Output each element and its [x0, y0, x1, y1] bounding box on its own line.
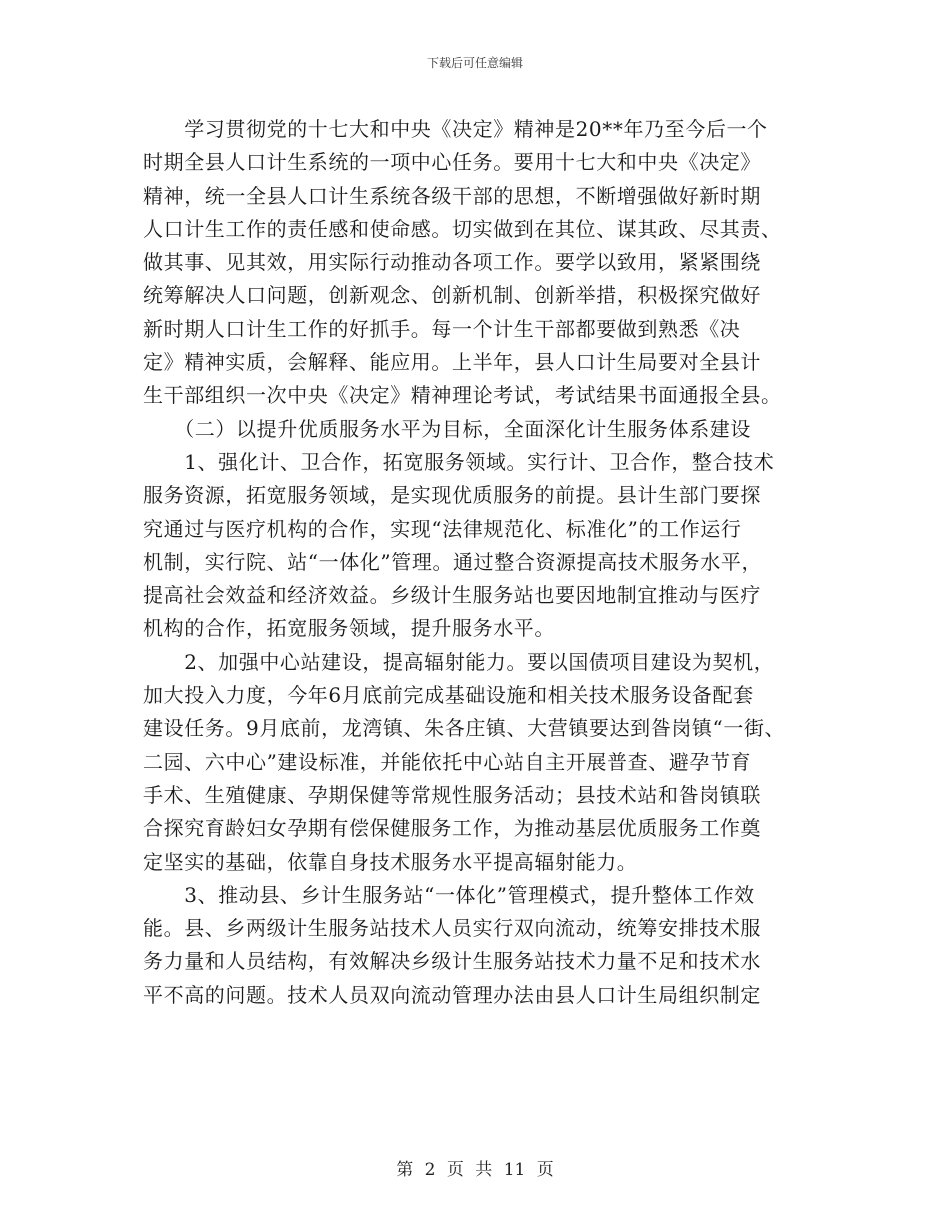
text-line: 1、强化计、卫合作，拓宽服务领域。实行计、卫合作，整合技术	[143, 449, 775, 474]
text-line: 手术、生殖健康、孕期保健等常规性服务活动；县技术站和昝岗镇联	[143, 782, 761, 807]
text-line: 究通过与医疗机构的合作，实现“法律规范化、标准化”的工作运行	[143, 516, 742, 541]
text-line: 3、推动县、乡计生服务站“一体化”管理模式，提升整体工作效	[143, 882, 755, 907]
page-header: 下载后可任意编辑	[426, 56, 523, 70]
text-line: 统筹解决人口问题，创新观念、创新机制、创新举措，积极探究做好	[143, 283, 761, 308]
page-number-footer: 第 2 页 共 11 页	[396, 1160, 554, 1180]
text-line: 务力量和人员结构，有效解决乡级计生服务站技术力量不足和技术水	[143, 949, 761, 974]
text-line: 二园、六中心”建设标准，并能依托中心站自主开展普查、避孕节育	[143, 749, 752, 774]
text-line: 能。县、乡两级计生服务站技术人员实行双向流动，统筹安排技术服	[143, 916, 761, 941]
section-heading: （二）以提升优质服务水平为目标，全面深化计生服务体系建设	[143, 416, 751, 441]
text-line: 服务资源，拓宽服务领域，是实现优质服务的前提。县计生部门要探	[143, 483, 761, 508]
text-line: 2、加强中心站建设，提高辐射能力。要以国债项目建设为契机，	[143, 649, 775, 674]
text-line: 精神，统一全县人口计生系统各级干部的思想，不断增强做好新时期	[143, 183, 761, 208]
text-line: 新时期人口计生工作的好抓手。每一个计生干部都要做到熟悉《决	[143, 316, 741, 341]
text-line: 平不高的问题。技术人员双向流动管理办法由县人口计生局组织制定	[143, 982, 761, 1007]
text-line: 生干部组织一次中央《决定》精神理论考试，考试结果书面通报全县。	[143, 383, 782, 408]
text-line: 定》精神实质，会解释、能应用。上半年，县人口计生局要对全县计	[143, 350, 761, 375]
text-line: 建设任务。9月底前，龙湾镇、朱各庄镇、大营镇要达到昝岗镇“一街、	[143, 716, 786, 741]
text-line: 提高社会效益和经济效益。乡级计生服务站也要因地制宜推动与医疗	[143, 583, 761, 608]
text-line: 定坚实的基础，依靠自身技术服务水平提高辐射能力。	[143, 849, 638, 874]
text-line: 做其事、见其效，用实际行动推动各项工作。要学以致用，紧紧围绕	[143, 250, 761, 275]
document-body	[143, 113, 803, 1012]
text-line: 人口计生工作的责任感和使命感。切实做到在其位、谋其政、尽其责、	[143, 216, 782, 241]
text-line: 时期全县人口计生系统的一项中心任务。要用十七大和中央《决定》	[143, 150, 761, 175]
text-line: 学习贯彻党的十七大和中央《决定》精神是20**年乃至今后一个	[143, 117, 768, 141]
text-line: 合探究育龄妇女孕期有偿保健服务工作，为推动基层优质服务工作奠	[143, 816, 761, 841]
text-line: 加大投入力度，今年6月底前完成基础设施和相关技术服务设备配套	[143, 683, 754, 708]
text-line: 机构的合作，拓宽服务领域，提升服务水平。	[143, 616, 555, 641]
text-line: 机制，实行院、站“一体化”管理。通过整合资源提高技术服务水平，	[143, 549, 763, 574]
